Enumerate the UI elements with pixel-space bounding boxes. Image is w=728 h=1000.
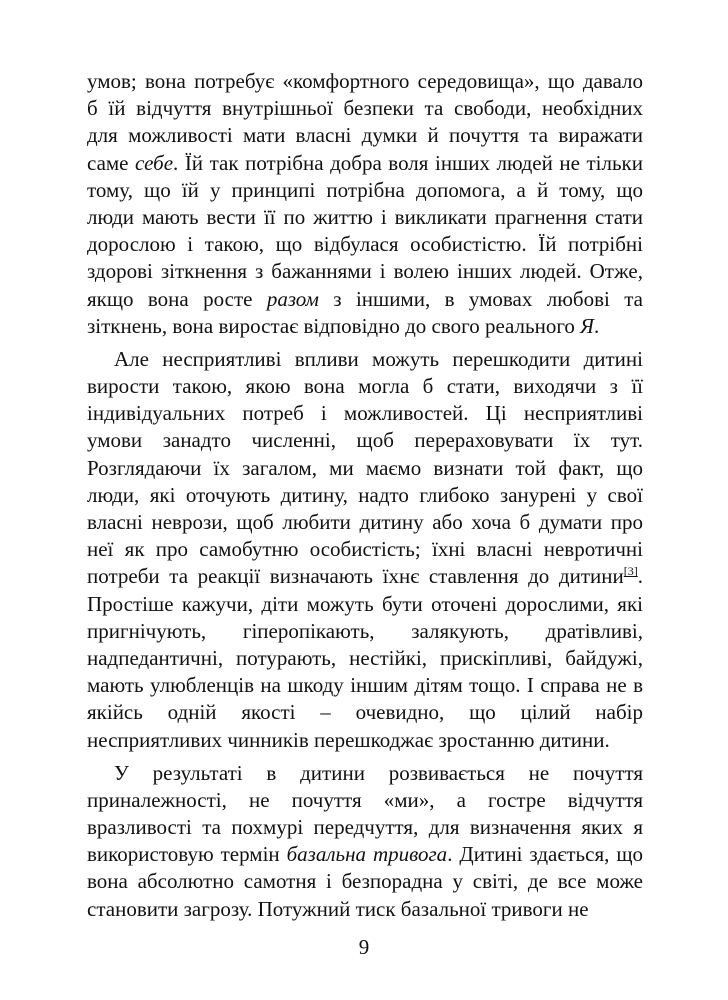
text-run[interactable]: люди, які оточують дитину, надто глибоко занурені у свої	[87, 482, 643, 507]
text-run[interactable]: люди мають вести її по життю і викликати прагнення стати	[87, 204, 643, 229]
text-run[interactable]: несприятливих чинників перешкоджає зростанню дитини.	[87, 727, 610, 752]
text-run[interactable]: .	[637, 564, 643, 589]
text-line	[87, 313, 643, 340]
text-run[interactable]: Простіше кажучи, діти можуть бути оточені дорослими, які	[87, 591, 643, 616]
text-line	[87, 204, 643, 231]
text-run[interactable]: вирости такою, якою вона могла б стати, виходячи з її	[87, 374, 643, 399]
emphasis-text: Я	[580, 313, 594, 338]
page-number: 9	[358, 935, 370, 959]
text-run[interactable]: Розглядаючи їх загалом, ми маємо визнати той факт, що	[87, 455, 643, 480]
text-run[interactable]: неї як про самобутню особистість; їхні власні невротичні	[87, 537, 643, 562]
text-run[interactable]: власні неврози, щоб любити дитину або хоча б думати про	[87, 510, 643, 534]
text-line	[87, 455, 643, 482]
text-line	[87, 346, 643, 373]
text-run[interactable]: становити загрозу. Потужний тиск базальної тривоги не	[87, 896, 589, 921]
text-run[interactable]: умови занадто численні, щоб перераховувати їх тут.	[87, 428, 643, 453]
text-run[interactable]: зіткнень, вона виростає відповідно до свого реального	[87, 313, 581, 338]
text-run[interactable]: . Їй так потрібна добра воля інших людей не тільки	[173, 150, 643, 175]
text-line	[87, 258, 643, 285]
footnote-marker[interactable]: [3]	[623, 564, 638, 579]
text-line	[87, 231, 643, 258]
text-run[interactable]: якщо вона росте	[87, 286, 267, 311]
text-run[interactable]: дорослою і такою, що відбулася особистістю. Їй потрібні	[87, 232, 643, 257]
text-run[interactable]: У результаті в дитини розвивається не почуття	[114, 760, 643, 785]
body-text	[87, 68, 643, 923]
text-run[interactable]: вразливості та похмурі передчуття, для визначення яких я	[87, 815, 643, 840]
text-line	[87, 177, 643, 204]
text-run[interactable]: мають улюбленців на шкоду іншим дітям тощо. І справа не в	[87, 673, 643, 698]
emphasis-text: разом	[266, 286, 319, 311]
text-run[interactable]: з іншими, в умовах любові та	[318, 286, 643, 311]
text-line	[87, 150, 643, 177]
emphasis-text: базальна тривога	[286, 842, 448, 867]
text-run[interactable]: приналежності, не почуття «ми», а гостре відчуття	[87, 787, 643, 812]
text-line	[87, 618, 643, 645]
text-line	[87, 68, 643, 95]
text-line	[87, 373, 643, 400]
text-run[interactable]: використовую термін	[87, 842, 287, 867]
text-run[interactable]: тому, що їй у принципі потрібна допомога, а й тому, що	[87, 177, 643, 202]
text-line	[87, 509, 643, 536]
text-line	[87, 868, 643, 895]
text-line	[87, 727, 643, 754]
text-line	[87, 122, 643, 149]
text-run[interactable]: умов; вона потребує «комфортного середовища», що давало	[87, 69, 643, 93]
text-run[interactable]: .	[593, 313, 600, 338]
text-line	[87, 672, 643, 699]
text-line	[87, 400, 643, 427]
text-run[interactable]: потреби та реакції визначають їхнє ставлення до дитини	[87, 564, 624, 589]
text-run[interactable]: якійсь одній якості – очевидно, що цілий набір	[87, 700, 643, 725]
text-run[interactable]: саме	[87, 150, 136, 175]
text-line	[87, 563, 643, 590]
text-line	[87, 760, 643, 787]
emphasis-text: себе	[135, 150, 174, 175]
text-line	[87, 787, 643, 814]
text-run[interactable]: пригнічують, гіперопікають, залякують, дратівливі,	[87, 618, 643, 643]
text-line	[87, 896, 643, 923]
text-run[interactable]: вона абсолютно самотня і безпорадна у світі, де все може	[87, 869, 643, 894]
text-line	[87, 699, 643, 726]
text-line	[87, 841, 643, 868]
text-run[interactable]: індивідуальних потреб і можливостей. Ці несприятливі	[87, 401, 643, 426]
text-line	[87, 482, 643, 509]
paragraph	[87, 760, 643, 923]
text-run[interactable]: б їй відчуття внутрішньої безпеки та свободи, необхідних	[87, 96, 643, 121]
text-run[interactable]: Але несприятливі впливи можуть перешкодити дитині	[114, 346, 643, 371]
text-line	[87, 427, 643, 454]
text-line	[87, 95, 643, 122]
text-line	[87, 814, 643, 841]
text-line	[87, 591, 643, 618]
text-run[interactable]: здорові зіткнення з бажаннями і волею інших людей. Отже,	[87, 259, 643, 284]
text-run[interactable]: . Дитині здається, що	[447, 842, 643, 867]
text-run[interactable]: для можливості мати власні думки й почуття та виражати	[87, 123, 643, 148]
text-run[interactable]: надпедантичні, потурають, нестійкі, прискіпливі, байдужі,	[87, 645, 643, 670]
text-line	[87, 645, 643, 672]
paragraph	[87, 68, 643, 340]
paragraph	[87, 346, 643, 754]
text-line	[87, 536, 643, 563]
text-line	[87, 286, 643, 313]
